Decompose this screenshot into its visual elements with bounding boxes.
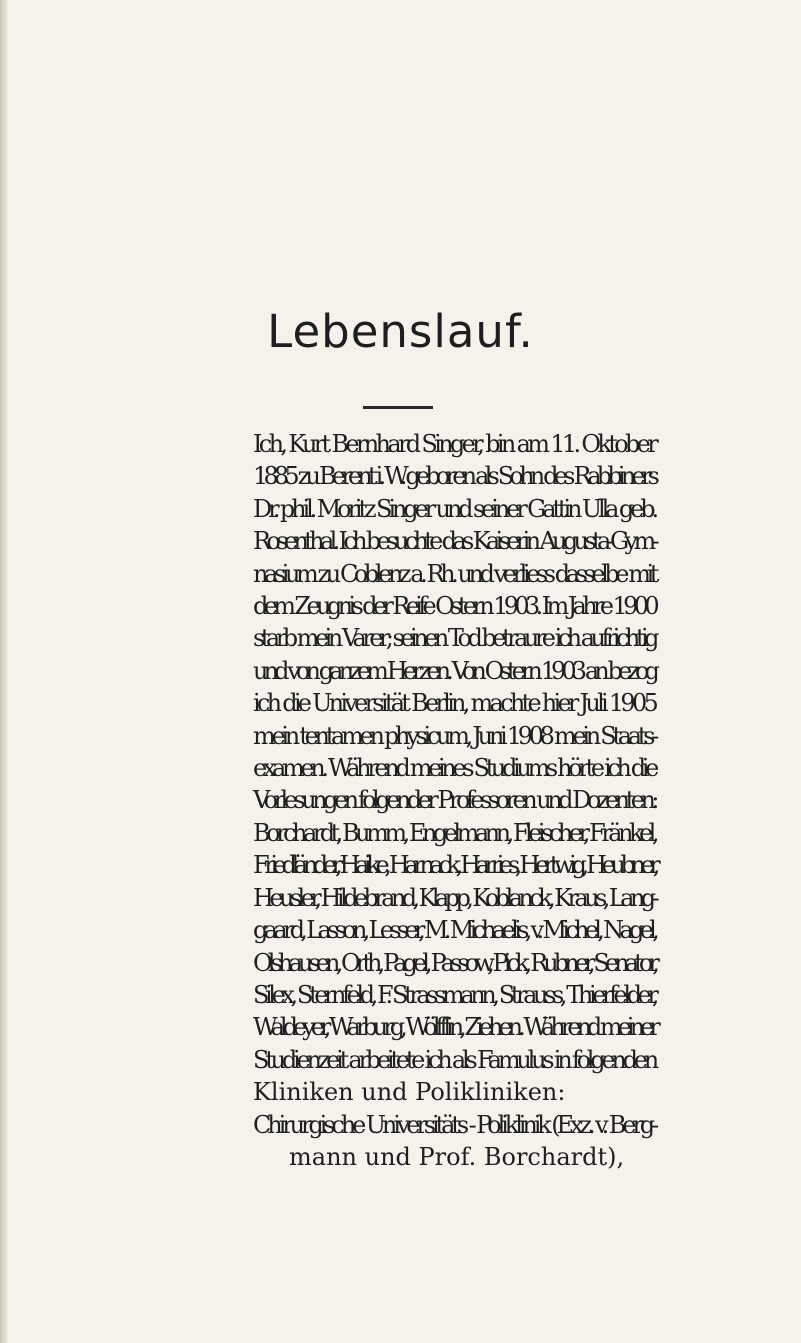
text-line: Chirurgische Universitäts - Poliklinik (Exz. v. Berg- (253, 1110, 655, 1139)
text-line: 1885 zu Berent i. W. geboren als Sohn des Rabbiners (253, 462, 655, 491)
text-line: Rosenthal. Ich besuchte das Kaiserin Augusta-Gym- (253, 527, 655, 556)
text-line: Kliniken und Polikliniken: (253, 1078, 566, 1107)
text-line: starb mein Varer; seinen Tod betraure ich aufrichtig (253, 624, 655, 653)
text-line: Friedländer, Haike, Harnack, Harries, Hertwig, Heubner, (253, 851, 655, 880)
text-line: mann und Prof. Borchardt), (289, 1142, 625, 1171)
text-line: mein tentamen physicum, Juni 1908 mein Staats- (253, 721, 655, 750)
biography-text (253, 428, 655, 1173)
text-line: und von ganzem Herzen. Von Ostern 1903 an bezog (253, 656, 656, 685)
text-line: Olshausen, Orth, Pagel, Passow, Pick, Rubner, Senator, (253, 948, 655, 977)
text-line: examen. Während meines Studiums hörte ich die (253, 754, 655, 783)
text-line: Studienzeit arbeitete ich als Famulus in folgenden (253, 1045, 655, 1074)
text-line: Borchardt, Bumm, Engelmann, Fleischer, Fränkel, (253, 818, 655, 847)
page-edge-shadow (0, 0, 9, 1343)
text-line: Heusler, Hildebrand, Klapp, Koblanck, Kraus, Lang- (253, 883, 656, 912)
page-title: Lebenslauf. (267, 305, 534, 358)
text-line: ich die Universität Berlin, machte hier Juli 1905 (253, 689, 656, 718)
text-line: Waldeyer, Warburg, Wölfflin, Ziehen. Während meiner (253, 1013, 656, 1042)
text-line: Vorlesungen folgender Professoren und Dozenten: (253, 786, 655, 815)
text-line: Silex, Sternfeld, F. Strassmann, Strauss, Thierfelder, (253, 980, 656, 1009)
text-line: dem Zeugnis der Reife Ostern 1903. Im Jahre 1900 (253, 592, 655, 621)
text-line: Ich, Kurt Bernhard Singer, bin am 11. Oktober (253, 430, 655, 458)
text-line: Dr. phil. Moritz Singer und seiner Gattin Ulla geb. (253, 494, 655, 523)
text-line: gaard, Lasson, Lesser, M. Michaelis, v. Michel, Nagel, (253, 916, 655, 945)
text-line: nasium zu Coblenz a. Rh. und verliess dasselbe mit (253, 559, 655, 588)
title-underline-rule (363, 406, 433, 409)
